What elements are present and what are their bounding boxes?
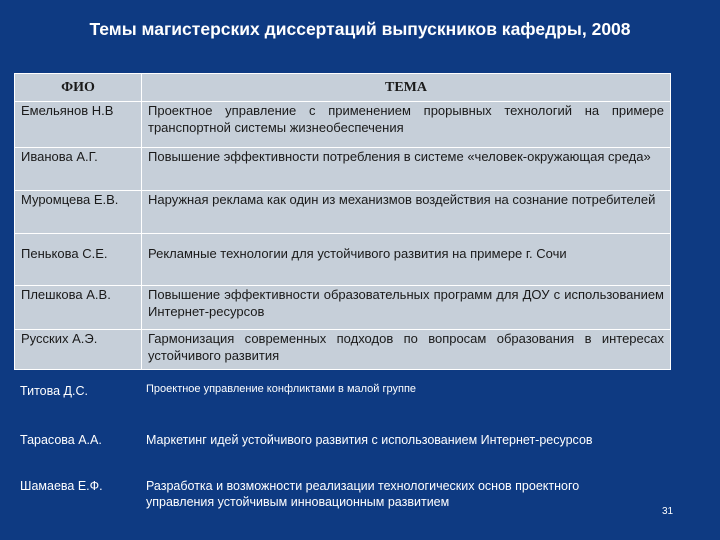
row-name: Емельянов Н.В	[15, 102, 142, 148]
row-topic: Гармонизация современных подходов по вопросам образования в интересах устойчивого развития	[142, 330, 671, 370]
row-topic: Повышение эффективности потребления в системе «человек-окружающая среда»	[142, 148, 671, 191]
slide-title: Темы магистерских диссертаций выпускников кафедры, 2008	[89, 19, 631, 39]
table-row	[15, 234, 671, 286]
table-row	[15, 330, 671, 370]
row-name: Русских А.Э.	[15, 330, 142, 370]
row-name: Плешкова А.В.	[15, 286, 142, 330]
table-row	[15, 286, 671, 330]
header-topic: ТЕМА	[142, 74, 671, 102]
row-topic: Повышение эффективности образовательных программ для ДОУ с использованием Интернет-ресурсов	[142, 286, 671, 330]
table-row	[15, 148, 671, 191]
header-name: ФИО	[15, 74, 142, 102]
row-topic: Рекламные технологии для устойчивого развития на примере г. Сочи	[142, 234, 671, 286]
row-name: Пенькова С.Е.	[15, 234, 142, 286]
row-topic: Наружная реклама как один из механизмов воздействия на сознание потребителей	[142, 191, 671, 234]
row-name: Иванова А.Г.	[15, 148, 142, 191]
extra-row-name: Титова Д.С.	[20, 384, 88, 398]
extra-row-topic: Маркетинг идей устойчивого развития с использованием Интернет-ресурсов	[146, 433, 593, 447]
page-number: 31	[662, 506, 674, 517]
row-name: Муромцева Е.В.	[15, 191, 142, 234]
extra-row-topic: Проектное управление конфликтами в малой группе	[146, 383, 417, 395]
extra-row-name: Шамаева Е.Ф.	[20, 479, 103, 493]
extra-row-topic: Разработка и возможности реализации технологических основ проектного управления устойчивым инновационным развитием	[146, 479, 580, 509]
theses-table	[14, 73, 671, 370]
table-header-row	[15, 74, 671, 102]
table-row	[15, 102, 671, 148]
row-topic: Проектное управление с применением прорывных технологий на примере транспортной системы жизнеобеспечения	[142, 102, 671, 148]
extra-row-name: Тарасова А.А.	[20, 433, 102, 447]
table-row	[15, 191, 671, 234]
